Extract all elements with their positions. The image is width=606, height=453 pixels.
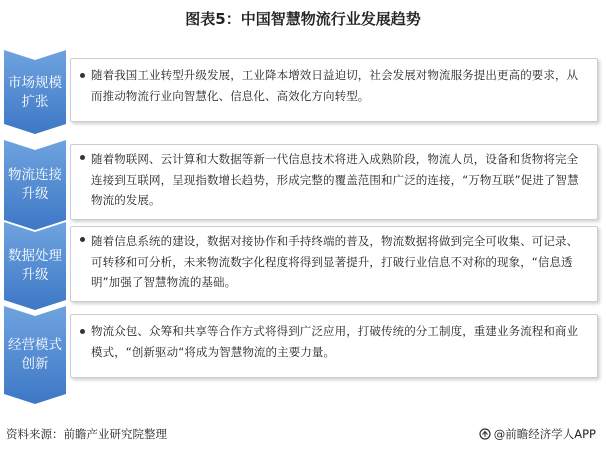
trend-text: 物流众包、众筹和共享等合作方式将得到广泛应用，打破传统的分工制度，重建业务流程和商业模式，“创新驱动“将成为智慧物流的主要力量。 xyxy=(91,324,579,359)
trend-label: 市场规模 扩张 xyxy=(8,75,62,110)
bullet-icon xyxy=(80,73,85,78)
bullet-icon xyxy=(80,329,85,334)
trend-box xyxy=(70,226,598,302)
bullet-icon xyxy=(80,155,85,160)
brand-label: @前瞻经济学人APP xyxy=(493,427,596,441)
trend-row xyxy=(0,222,606,310)
trend-row xyxy=(0,140,606,230)
trend-box xyxy=(70,144,598,220)
trend-label: 数据处理 升级 xyxy=(8,248,62,283)
chart-title: 图表5：中国智慧物流行业发展趋势 xyxy=(185,10,421,28)
trend-label: 物流连接 升级 xyxy=(8,167,62,202)
bullet-icon xyxy=(80,237,85,242)
trend-text: 随着信息系统的建设，数据对接协作和手持终端的普及，物流数据将做到完全可收集、可记录、可转移和可分析，未来物流数字化程度将得到显著提升，打破行业信息不对称的现象，“信息透明”加强了智慧物流的基础。 xyxy=(91,234,579,289)
trend-text: 随着物联网、云计算和大数据等新一代信息技术将进入成熟阶段，物流人员，设备和货物将完全连接到互联网，呈现指数增长趋势，形成完整的覆盖范围和广泛的连接，“万物互联”促进了智慧物流的发展。 xyxy=(91,152,579,207)
trend-label: 经营模式 创新 xyxy=(8,337,62,372)
trend-text: 随着我国工业转型升级发展，工业降本增效日益迫切，社会发展对物流服务提出更高的要求，从而推动物流行业向智慧化、信息化、高效化方向转型。 xyxy=(91,68,579,103)
trend-box xyxy=(70,58,598,122)
brand-icon xyxy=(479,428,491,440)
trend-box xyxy=(70,314,598,378)
trend-row xyxy=(0,306,606,404)
source-note: 资料来源：前瞻产业研究院整理 xyxy=(6,427,167,441)
trend-row xyxy=(0,50,606,134)
brand-credit xyxy=(479,426,596,442)
